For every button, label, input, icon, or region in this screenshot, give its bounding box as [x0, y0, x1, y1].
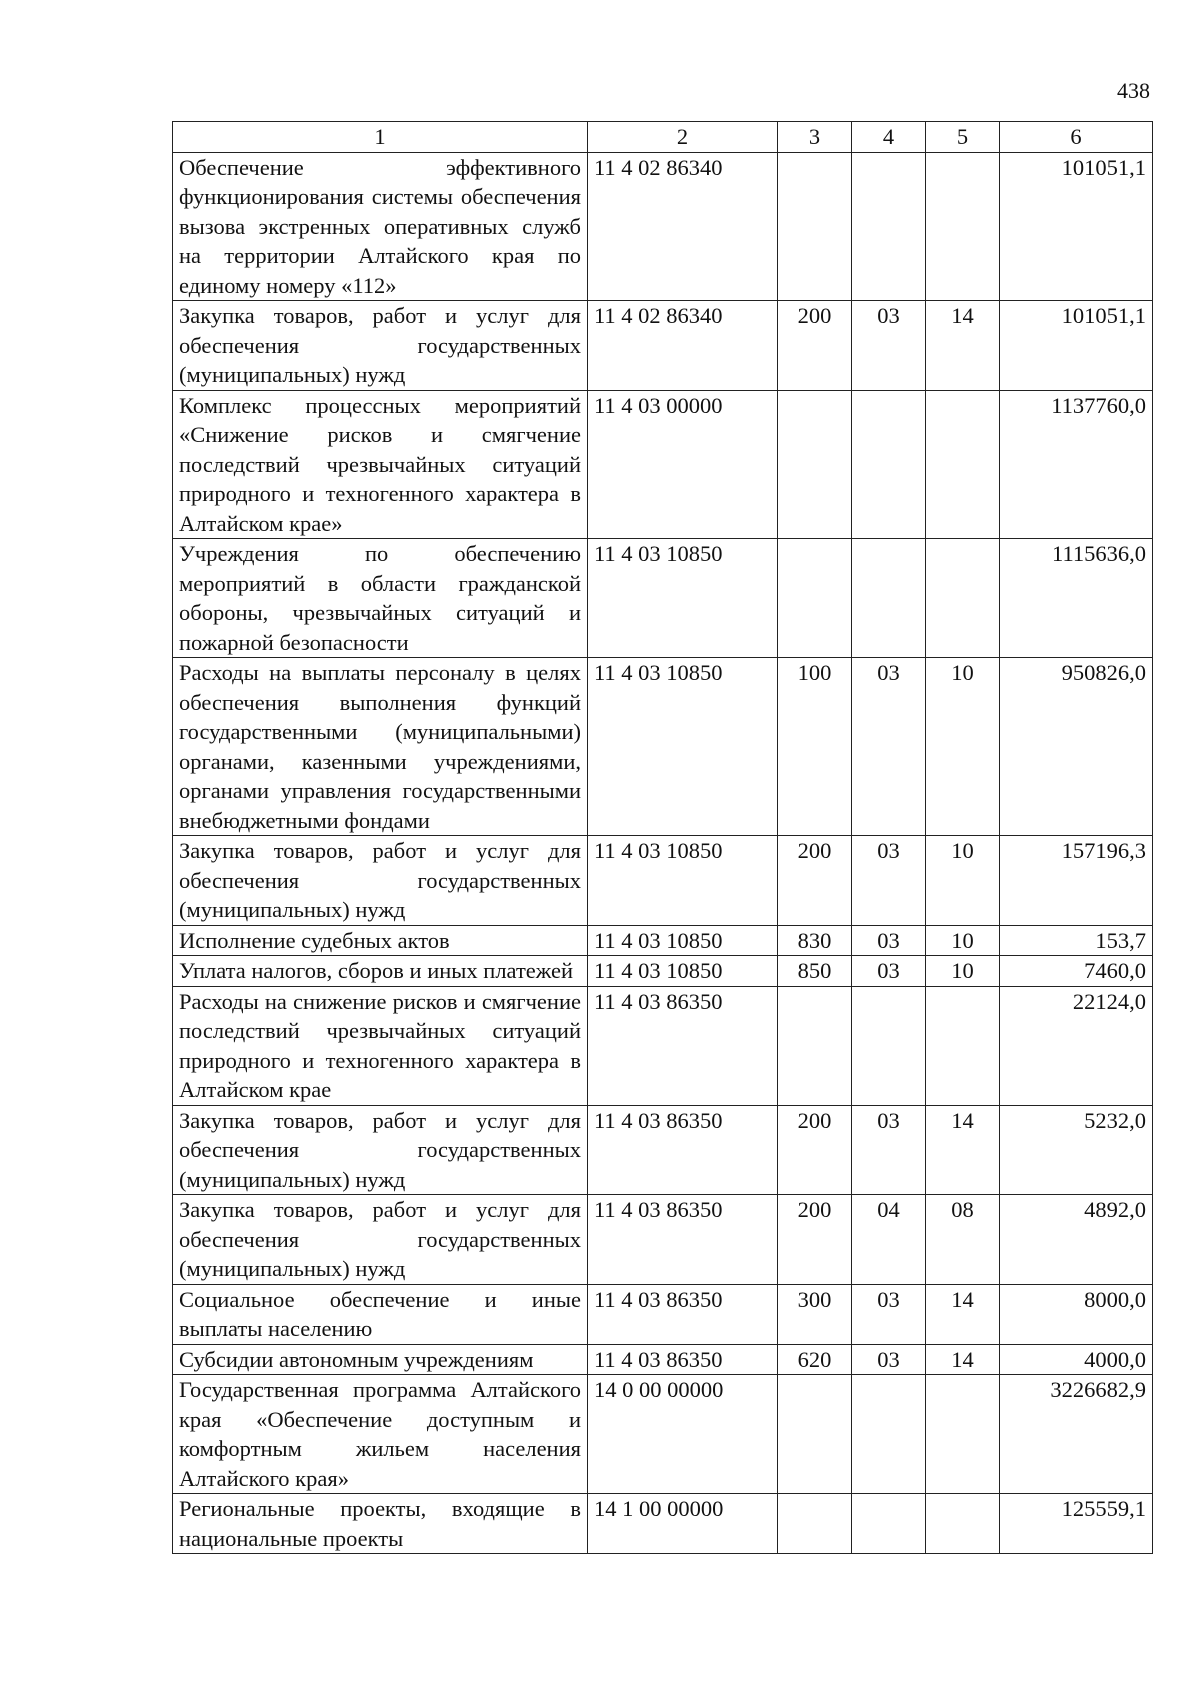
- section-cell: [852, 539, 926, 658]
- expense-name-cell: Закупка товаров, работ и услуг для обеспечения государственных (муниципальных) нужд: [173, 836, 588, 926]
- expense-type-cell: 100: [778, 658, 852, 836]
- subsection-cell: [926, 1494, 1000, 1554]
- table-row: [173, 925, 1153, 956]
- table-row: [173, 1195, 1153, 1285]
- expense-name-cell: Обеспечение эффективного функционирования системы обеспечения вызова экстренных оперативных служб на территории Алтайского края по единому номеру «112»: [173, 152, 588, 301]
- table-body: [173, 152, 1153, 1554]
- target-article-cell: 11 4 03 10850: [588, 836, 778, 926]
- expense-name-cell: Закупка товаров, работ и услуг для обеспечения государственных (муниципальных) нужд: [173, 301, 588, 391]
- expense-name-cell: Социальное обеспечение и иные выплаты населению: [173, 1284, 588, 1344]
- expense-type-cell: [778, 539, 852, 658]
- subsection-cell: [926, 1375, 1000, 1494]
- amount-cell: 153,7: [1000, 925, 1153, 956]
- target-article-cell: 11 4 03 86350: [588, 986, 778, 1105]
- table-row: [173, 539, 1153, 658]
- expense-name-cell: Уплата налогов, сборов и иных платежей: [173, 956, 588, 987]
- table-row: [173, 1284, 1153, 1344]
- table-row: [173, 390, 1153, 539]
- amount-cell: 8000,0: [1000, 1284, 1153, 1344]
- section-cell: [852, 986, 926, 1105]
- expense-name-cell: Расходы на выплаты персоналу в целях обеспечения выполнения функций государственными (муниципальными) органами, казенными учреждениями, органами управления государственными внебюджетными фондами: [173, 658, 588, 836]
- section-cell: 03: [852, 1344, 926, 1375]
- expense-name-cell: Комплекс процессных мероприятий «Снижение рисков и смягчение последствий чрезвычайных ситуаций природного и техногенного характера в Алтайском крае»: [173, 390, 588, 539]
- table-header-row: [173, 122, 1153, 153]
- expense-type-cell: [778, 986, 852, 1105]
- table-row: [173, 1494, 1153, 1554]
- subsection-cell: 08: [926, 1195, 1000, 1285]
- amount-cell: 157196,3: [1000, 836, 1153, 926]
- column-header: 2: [588, 122, 778, 153]
- expense-type-cell: 850: [778, 956, 852, 987]
- table-row: [173, 152, 1153, 301]
- table-row: [173, 1344, 1153, 1375]
- section-cell: 03: [852, 925, 926, 956]
- section-cell: 03: [852, 1105, 926, 1195]
- expense-type-cell: 830: [778, 925, 852, 956]
- expense-type-cell: 620: [778, 1344, 852, 1375]
- amount-cell: 4892,0: [1000, 1195, 1153, 1285]
- amount-cell: 4000,0: [1000, 1344, 1153, 1375]
- subsection-cell: [926, 986, 1000, 1105]
- table-row: [173, 836, 1153, 926]
- subsection-cell: [926, 390, 1000, 539]
- expense-type-cell: [778, 152, 852, 301]
- table-row: [173, 658, 1153, 836]
- target-article-cell: 11 4 03 00000: [588, 390, 778, 539]
- expense-type-cell: [778, 1375, 852, 1494]
- amount-cell: 101051,1: [1000, 152, 1153, 301]
- expense-type-cell: 200: [778, 1105, 852, 1195]
- target-article-cell: 11 4 03 86350: [588, 1344, 778, 1375]
- expense-name-cell: Региональные проекты, входящие в национальные проекты: [173, 1494, 588, 1554]
- expense-type-cell: 200: [778, 836, 852, 926]
- expense-type-cell: [778, 1494, 852, 1554]
- subsection-cell: 10: [926, 925, 1000, 956]
- target-article-cell: 14 0 00 00000: [588, 1375, 778, 1494]
- amount-cell: 7460,0: [1000, 956, 1153, 987]
- expense-type-cell: 200: [778, 1195, 852, 1285]
- section-cell: [852, 390, 926, 539]
- budget-table: [172, 121, 1153, 1554]
- subsection-cell: [926, 152, 1000, 301]
- table-row: [173, 1105, 1153, 1195]
- subsection-cell: [926, 539, 1000, 658]
- column-header: 5: [926, 122, 1000, 153]
- target-article-cell: 11 4 03 10850: [588, 956, 778, 987]
- column-header: 1: [173, 122, 588, 153]
- expense-name-cell: Учреждения по обеспечению мероприятий в области гражданской обороны, чрезвычайных ситуаций и пожарной безопасности: [173, 539, 588, 658]
- subsection-cell: 14: [926, 1344, 1000, 1375]
- target-article-cell: 11 4 03 10850: [588, 539, 778, 658]
- section-cell: [852, 152, 926, 301]
- expense-type-cell: 200: [778, 301, 852, 391]
- subsection-cell: 14: [926, 1105, 1000, 1195]
- target-article-cell: 11 4 02 86340: [588, 301, 778, 391]
- expense-name-cell: Расходы на снижение рисков и смягчение последствий чрезвычайных ситуаций природного и техногенного характера в Алтайском крае: [173, 986, 588, 1105]
- table-row: [173, 986, 1153, 1105]
- target-article-cell: 11 4 03 86350: [588, 1284, 778, 1344]
- column-header: 3: [778, 122, 852, 153]
- expense-type-cell: 300: [778, 1284, 852, 1344]
- amount-cell: 22124,0: [1000, 986, 1153, 1105]
- amount-cell: 5232,0: [1000, 1105, 1153, 1195]
- amount-cell: 101051,1: [1000, 301, 1153, 391]
- section-cell: 03: [852, 956, 926, 987]
- expense-type-cell: [778, 390, 852, 539]
- amount-cell: 3226682,9: [1000, 1375, 1153, 1494]
- amount-cell: 1115636,0: [1000, 539, 1153, 658]
- expense-name-cell: Закупка товаров, работ и услуг для обеспечения государственных (муниципальных) нужд: [173, 1195, 588, 1285]
- amount-cell: 125559,1: [1000, 1494, 1153, 1554]
- section-cell: 04: [852, 1195, 926, 1285]
- section-cell: 03: [852, 301, 926, 391]
- table-row: [173, 301, 1153, 391]
- target-article-cell: 11 4 03 86350: [588, 1195, 778, 1285]
- target-article-cell: 11 4 03 86350: [588, 1105, 778, 1195]
- target-article-cell: 11 4 03 10850: [588, 925, 778, 956]
- section-cell: 03: [852, 658, 926, 836]
- page-number: 438: [1117, 78, 1150, 103]
- expense-name-cell: Исполнение судебных актов: [173, 925, 588, 956]
- table-row: [173, 1375, 1153, 1494]
- target-article-cell: 11 4 02 86340: [588, 152, 778, 301]
- expense-name-cell: Субсидии автономным учреждениям: [173, 1344, 588, 1375]
- section-cell: [852, 1494, 926, 1554]
- section-cell: 03: [852, 1284, 926, 1344]
- subsection-cell: 14: [926, 1284, 1000, 1344]
- subsection-cell: 10: [926, 956, 1000, 987]
- amount-cell: 950826,0: [1000, 658, 1153, 836]
- section-cell: 03: [852, 836, 926, 926]
- subsection-cell: 10: [926, 658, 1000, 836]
- expense-name-cell: Закупка товаров, работ и услуг для обеспечения государственных (муниципальных) нужд: [173, 1105, 588, 1195]
- subsection-cell: 14: [926, 301, 1000, 391]
- target-article-cell: 11 4 03 10850: [588, 658, 778, 836]
- column-header: 6: [1000, 122, 1153, 153]
- amount-cell: 1137760,0: [1000, 390, 1153, 539]
- column-header: 4: [852, 122, 926, 153]
- subsection-cell: 10: [926, 836, 1000, 926]
- target-article-cell: 14 1 00 00000: [588, 1494, 778, 1554]
- table-row: [173, 956, 1153, 987]
- section-cell: [852, 1375, 926, 1494]
- expense-name-cell: Государственная программа Алтайского края «Обеспечение доступным и комфортным жильем населения Алтайского края»: [173, 1375, 588, 1494]
